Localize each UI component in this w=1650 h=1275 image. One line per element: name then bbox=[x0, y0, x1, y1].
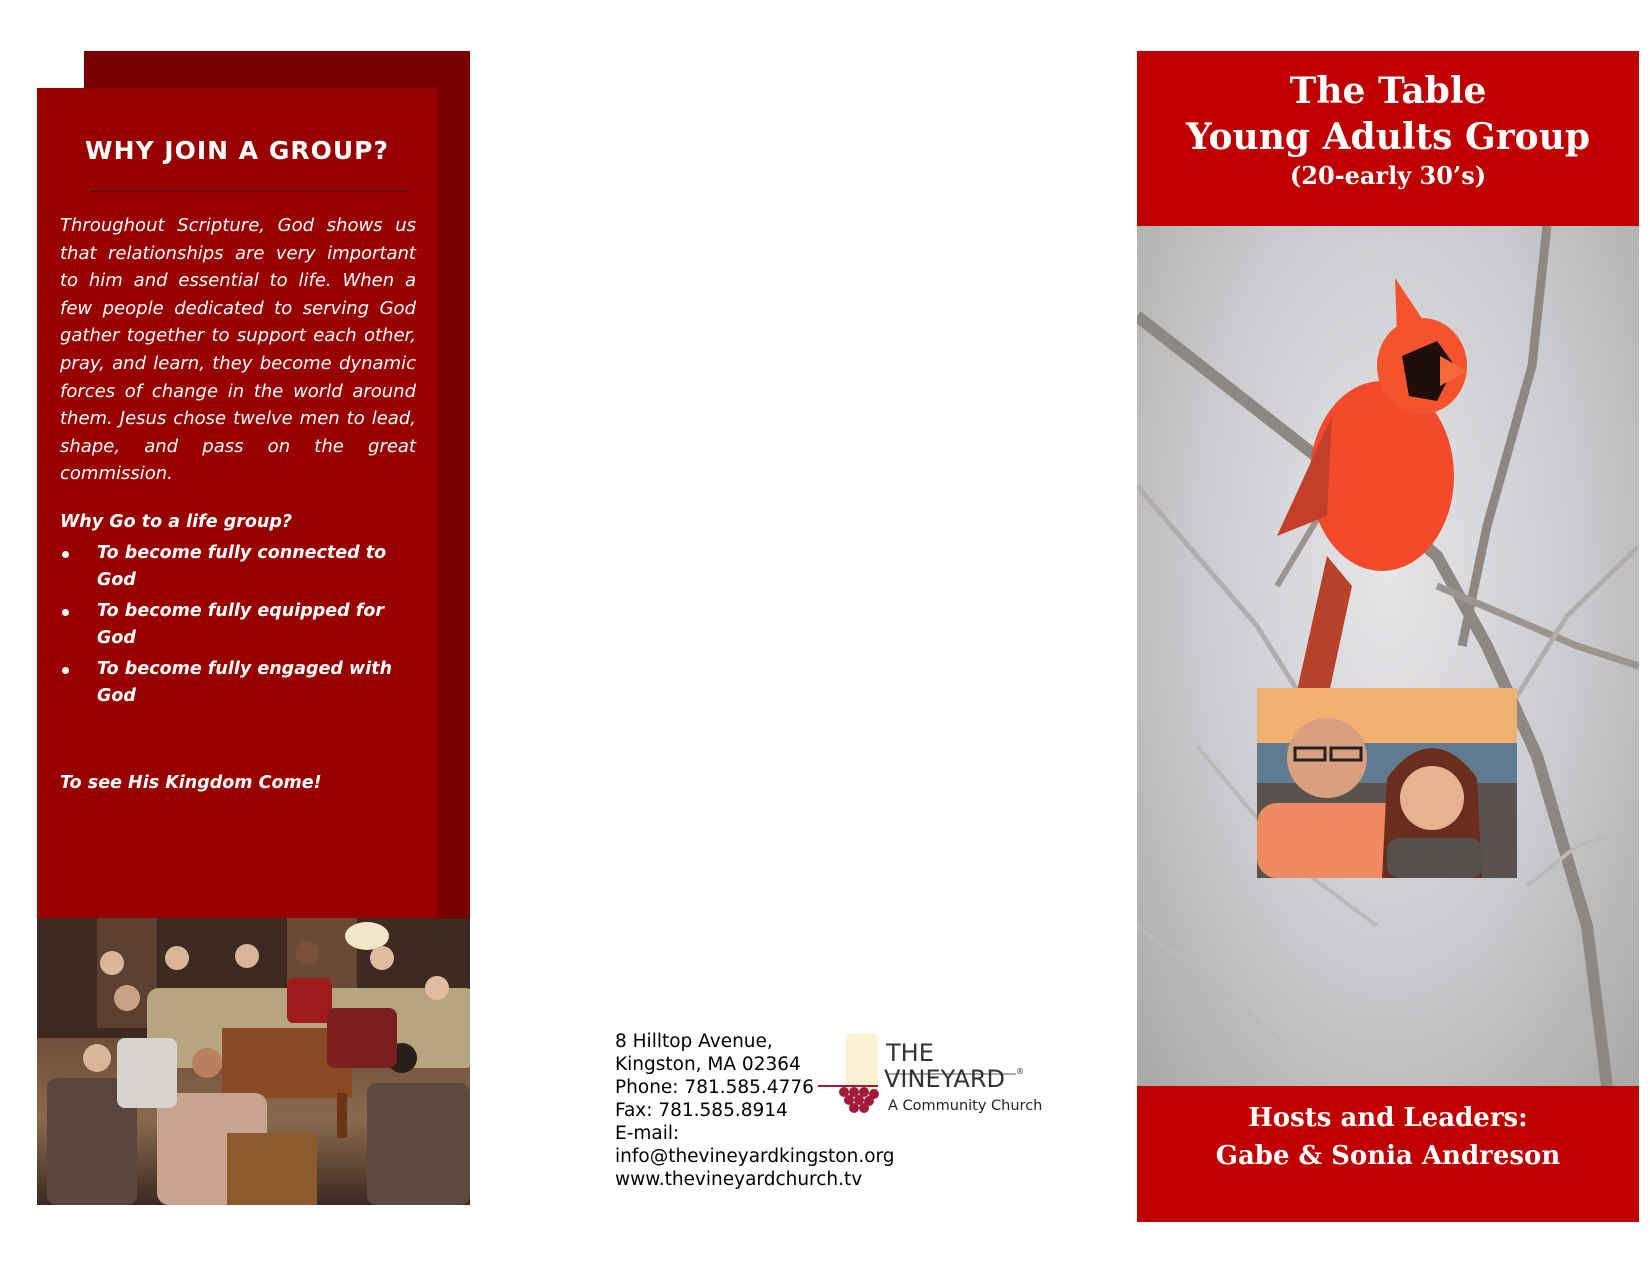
svg-text:A Community Church: A Community Church bbox=[888, 1098, 1043, 1114]
why-join-panel bbox=[37, 88, 437, 918]
hosts-and-leaders bbox=[1137, 1099, 1639, 1175]
bullet-icon bbox=[62, 551, 69, 558]
list-item: To become fully connected to God bbox=[60, 540, 420, 594]
cardinal-art bbox=[1137, 226, 1639, 1086]
hosts-photo-art bbox=[1257, 688, 1517, 878]
vineyard-logo bbox=[818, 1034, 1048, 1124]
cardinal-photo bbox=[1137, 226, 1639, 1086]
vineyard-logo-art bbox=[818, 1034, 1048, 1124]
group-meeting-photo bbox=[37, 918, 470, 1205]
svg-text:VINEYARD: VINEYARD bbox=[884, 1065, 1005, 1093]
age-range: (20-early 30’s) bbox=[1289, 161, 1487, 190]
cover-title bbox=[1137, 69, 1639, 191]
bullet-icon bbox=[62, 667, 69, 674]
why-join-body: Throughout Scripture, God shows us that relationships are very important to him and essential to life. When a few people dedicated to serving God gather together to support each other, pray, and learn, they become dynamic forces of change in the world around them. Jesus chose twelve men to lead, shape, and pass on the great commission. bbox=[60, 215, 416, 485]
title-line-2: Young Adults Group bbox=[1185, 116, 1591, 158]
group-photo-art bbox=[37, 918, 470, 1205]
reasons-list bbox=[60, 540, 420, 714]
why-go-question: Why Go to a life group? bbox=[60, 512, 293, 532]
hosts-names: Gabe & Sonia Andreson bbox=[1215, 1141, 1561, 1171]
svg-text:®: ® bbox=[1016, 1067, 1024, 1076]
why-join-heading: WHY JOIN A GROUP? bbox=[85, 136, 389, 165]
cover-panel bbox=[1137, 51, 1639, 1222]
bullet-icon bbox=[62, 609, 69, 616]
list-item: To become fully equipped for God bbox=[60, 598, 420, 652]
kingdom-come-line: To see His Kingdom Come! bbox=[60, 773, 322, 793]
hosts-photo bbox=[1257, 688, 1517, 878]
title-line-1: The Table bbox=[1289, 70, 1487, 112]
heading-divider bbox=[90, 191, 408, 192]
list-item: To become fully engaged with God bbox=[60, 656, 420, 710]
hosts-label: Hosts and Leaders: bbox=[1248, 1103, 1528, 1133]
website-link[interactable]: www.thevineyardchurch.tv bbox=[615, 1169, 863, 1190]
church-address: 8 Hilltop Avenue, Kingston, MA 02364 Phone: 781.585.4776 Fax: 781.585.8914 E-mail: info@thevineyardkingston.org www.thevineyardchurch.tv bbox=[615, 1031, 895, 1190]
svg-text:THE: THE bbox=[886, 1039, 934, 1067]
email-link[interactable]: info@thevineyardkingston.org bbox=[615, 1146, 895, 1167]
